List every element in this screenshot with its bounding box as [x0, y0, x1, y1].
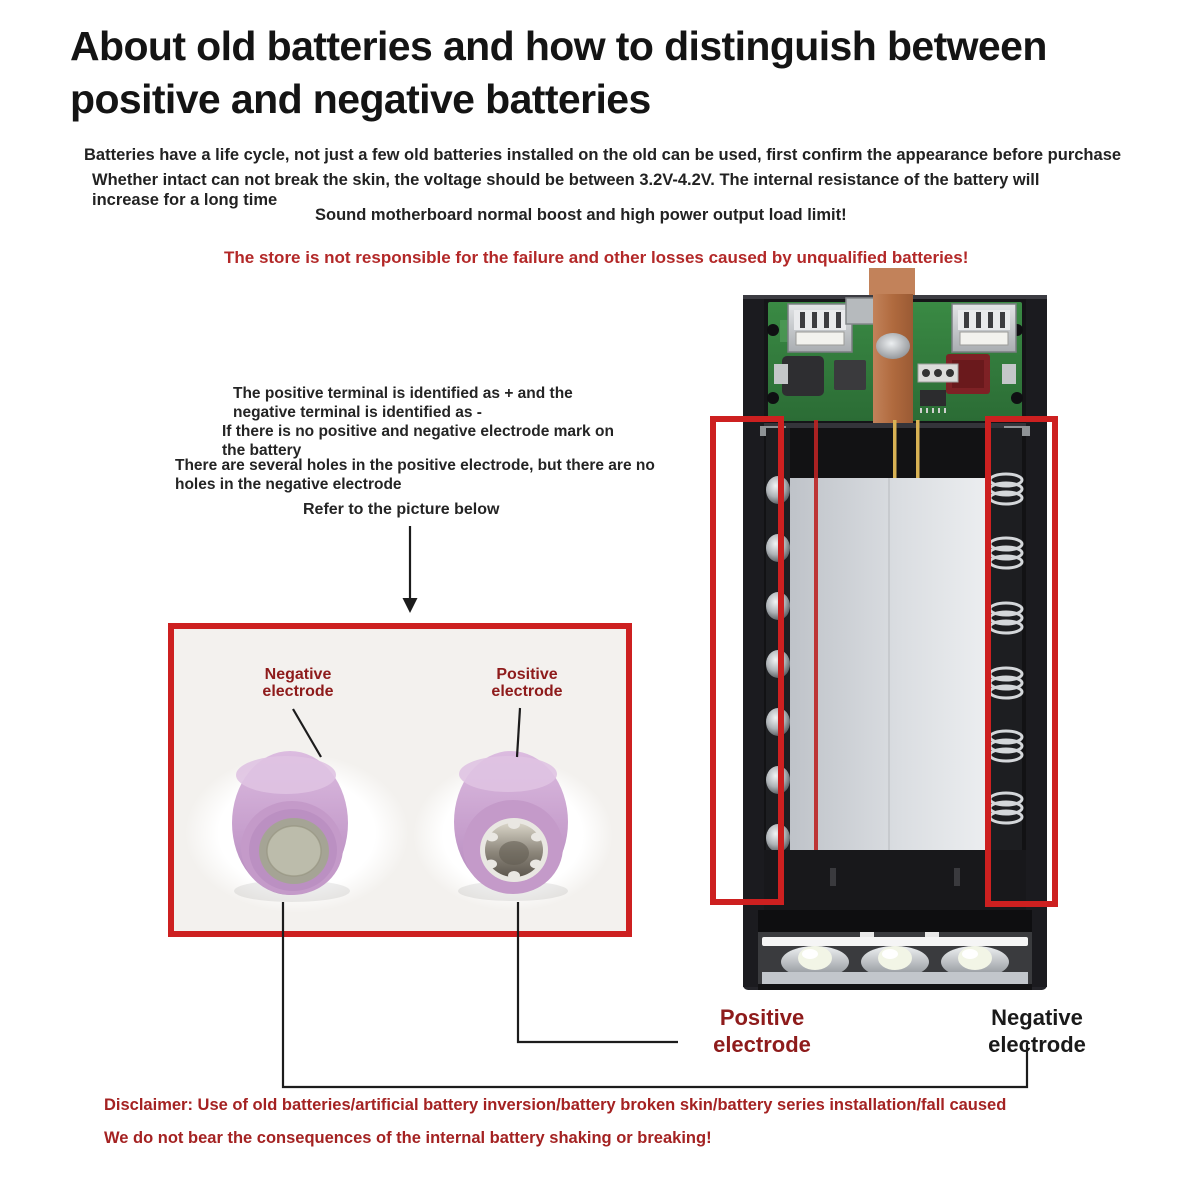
side-pad-left: [774, 364, 788, 384]
gold-pin-right: [916, 420, 920, 478]
instruction-line3: If there is no positive and negative electrode mark on: [222, 423, 614, 440]
instruction-line2: negative terminal is identified as -: [233, 404, 482, 421]
usb-port-right: [952, 304, 1016, 352]
led-diffuser-bar: [762, 937, 1028, 946]
inductor-component: [782, 356, 824, 396]
intro-line1: Batteries have a life cycle, not just a few old batteries installed on the old can be used, first confirm the appearance before purchase: [84, 146, 1122, 164]
red-divider-line: [814, 420, 818, 904]
instruction-line6: holes in the negative electrode: [175, 476, 402, 493]
usb-port-left: [788, 304, 852, 352]
store-warning-text: The store is not responsible for the failure and other losses caused by unqualified batteries!: [224, 248, 969, 267]
box-positive-label: Positive electrode: [491, 666, 563, 700]
disclaimer-line2: We do not bear the consequences of the internal battery shaking or breaking!: [104, 1129, 712, 1147]
page-title: [70, 20, 1160, 126]
side-pad-right: [1002, 364, 1016, 384]
box-negative-label: Negative electrode: [262, 666, 334, 700]
copper-strap: [873, 294, 913, 423]
ic-chip: [834, 360, 866, 390]
instruction-line5: There are several holes in the positive electrode, but there are no: [175, 457, 655, 474]
page-title-line1: About old batteries and how to distinguish between: [70, 23, 1047, 69]
disclaimer-line1: Disclaimer: Use of old batteries/artificial battery inversion/battery broken skin/battery series installation/fall caused: [104, 1096, 1007, 1114]
intro-line3: increase for a long time: [92, 191, 278, 209]
copper-strap-top: [869, 268, 915, 296]
led-module: [758, 910, 1032, 990]
instruction-line1: The positive terminal is identified as + and the: [233, 385, 573, 402]
device-negative-label: Negative electrode: [988, 1005, 1086, 1057]
intro-line4: Sound motherboard normal boost and high power output load limit!: [315, 206, 847, 224]
instruction-refer: Refer to the picture below: [303, 501, 500, 518]
page-title-line2: positive and negative batteries: [70, 76, 651, 122]
gold-pin-left: [893, 420, 897, 478]
device-positive-label: Positive electrode: [713, 1005, 811, 1057]
down-arrow-head: [403, 598, 418, 613]
intro-line2: Whether intact can not break the skin, the voltage should be between 3.2V-4.2V. The internal resistance of the battery will: [92, 171, 1040, 189]
negative-column-highlight: [985, 416, 1058, 907]
strap-screw: [876, 333, 910, 359]
instruction-line4: the battery: [222, 442, 302, 459]
positive-column-highlight: [710, 416, 784, 905]
terminal-block: [918, 364, 958, 382]
